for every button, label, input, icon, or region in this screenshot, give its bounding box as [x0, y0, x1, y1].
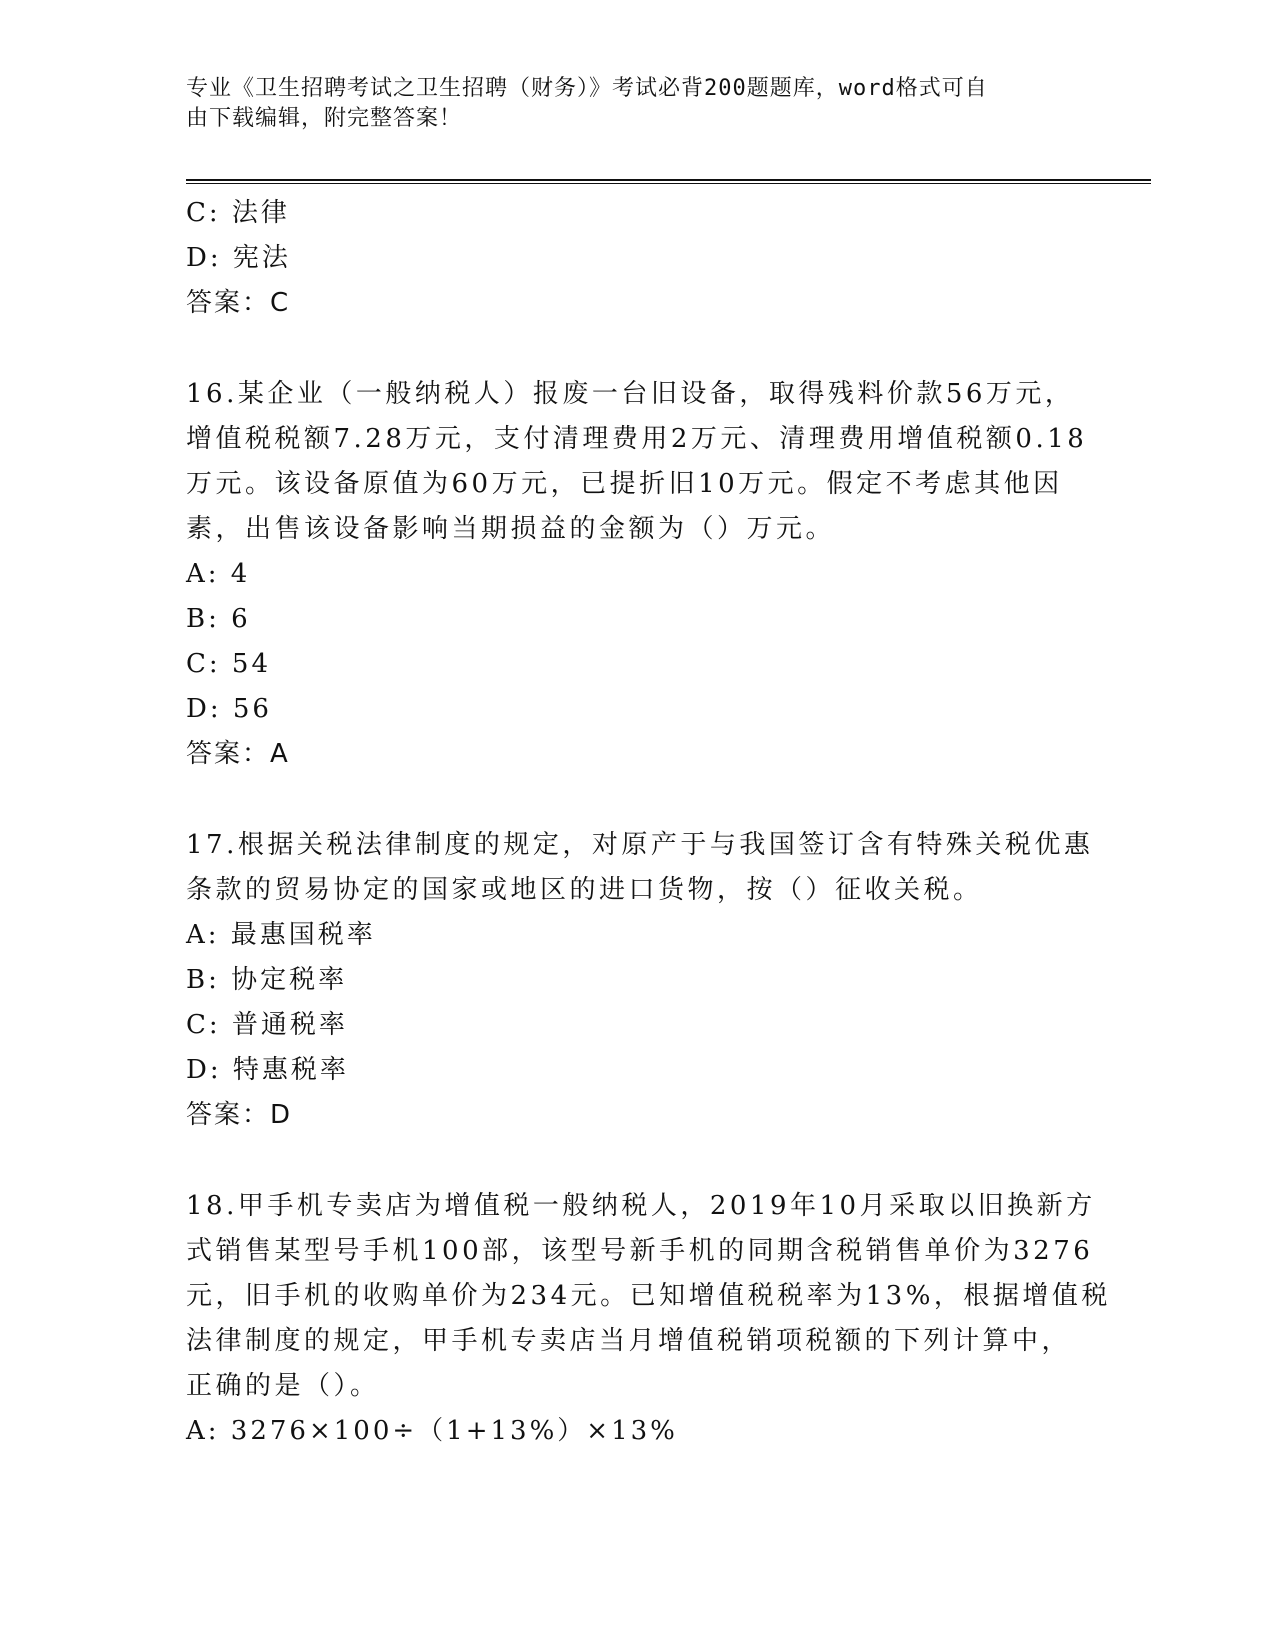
stem-line: 式销售某型号手机100部，该型号新手机的同期含税销售单价为3276	[186, 1236, 1094, 1266]
spacer	[186, 777, 1086, 823]
stem-line: 素，出售该设备影响当期损益的金额为（）万元。	[186, 514, 836, 544]
stem-line: 元，旧手机的收购单价为234元。已知增值税税率为13%，根据增值税	[186, 1281, 1111, 1311]
prev-question-options	[186, 191, 1086, 326]
stem-line: 增值税税额7.28万元，支付清理费用2万元、清理费用增值税额0.18	[186, 424, 1088, 454]
stem-line: 条款的贸易协定的国家或地区的进口货物，按（）征收关税。	[186, 875, 983, 905]
stem-line: 16.某企业（一般纳税人）报废一台旧设备，取得残料价款56万元，	[186, 379, 1075, 409]
option-a: A: 3276×100÷（1+13%）×13%	[186, 1416, 678, 1446]
answer-line: 答案：D	[186, 1100, 293, 1130]
option-d: D: 56	[186, 694, 272, 724]
stem-line: 18.甲手机专卖店为增值税一般纳税人，2019年10月采取以旧换新方	[186, 1191, 1096, 1221]
question-stem	[186, 823, 1094, 913]
option-d: D: 宪法	[186, 243, 291, 273]
stem-line: 正确的是（）。	[186, 1371, 380, 1401]
option-b: B: 协定税率	[186, 965, 348, 995]
header-divider-thin	[186, 183, 1151, 184]
option-a: A: 4	[186, 559, 251, 589]
stem-line: 17.根据关税法律制度的规定，对原产于与我国签订含有特殊关税优惠	[186, 830, 1094, 860]
spacer	[186, 1138, 1086, 1184]
stem-line: 万元。该设备原值为60万元，已提折旧10万元。假定不考虑其他因	[186, 469, 1063, 499]
option-c: C: 普通税率	[186, 1010, 348, 1040]
option-a: A: 最惠国税率	[186, 920, 376, 950]
header-line-2: 由下载编辑，附完整答案！	[186, 106, 463, 131]
answer-line: 答案：C	[186, 288, 291, 318]
question-17	[186, 823, 1094, 1138]
question-content	[186, 191, 1111, 1454]
question-stem	[186, 372, 1086, 552]
stem-line: 法律制度的规定，甲手机专卖店当月增值税销项税额的下列计算中，	[186, 1326, 1072, 1356]
question-16	[186, 372, 1086, 777]
spacer	[186, 326, 1086, 372]
option-d: D: 特惠税率	[186, 1055, 349, 1085]
header-divider-thick	[186, 179, 1151, 181]
answer-line: 答案：A	[186, 739, 290, 769]
document-header	[186, 74, 1066, 134]
option-c: C: 法律	[186, 198, 290, 228]
question-stem	[186, 1184, 1111, 1409]
header-line-1: 专业《卫生招聘考试之卫生招聘（财务）》考试必背200题题库，word格式可自	[186, 76, 988, 101]
option-b: B: 6	[186, 604, 251, 634]
question-18	[186, 1184, 1111, 1454]
option-c: C: 54	[186, 649, 272, 679]
